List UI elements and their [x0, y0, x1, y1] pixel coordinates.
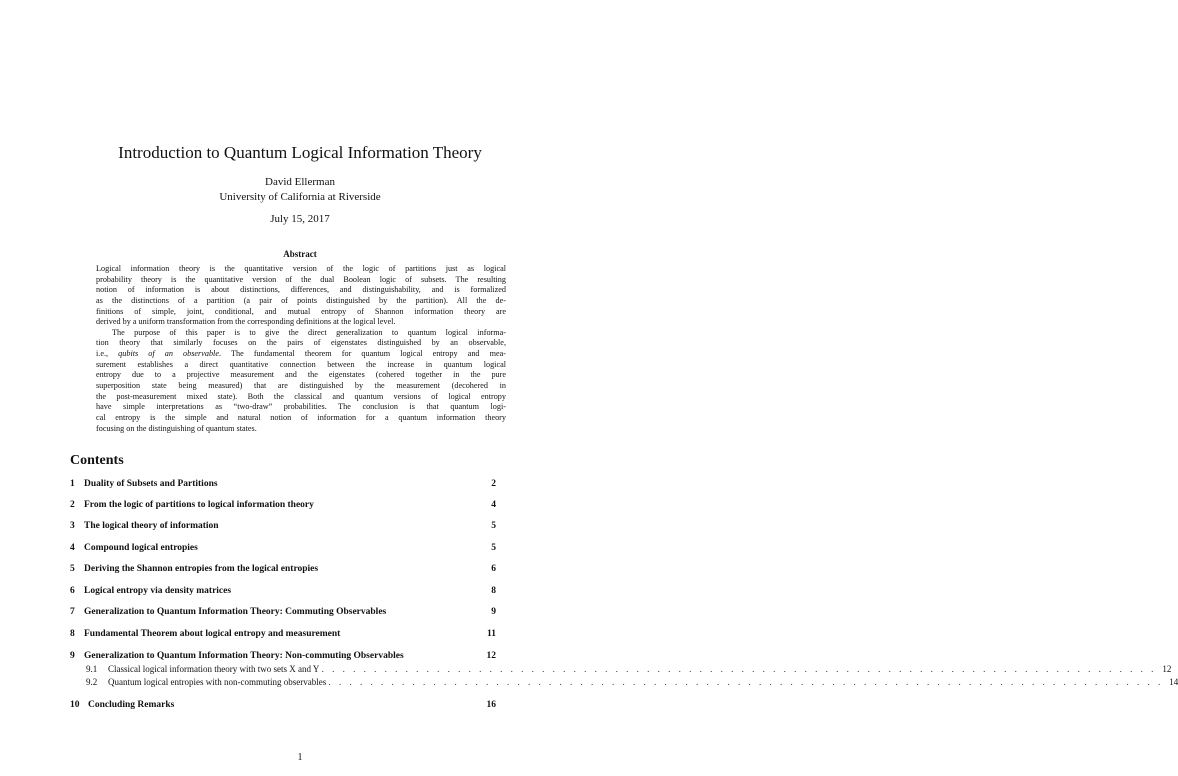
abstract-line: probability theory is the quantitative version of the dual Boolean logic of subsets. The resulting	[96, 274, 506, 284]
toc-entry[interactable]	[70, 521, 496, 532]
toc-page: 9	[491, 607, 496, 617]
toc-number: 9	[70, 651, 75, 661]
toc-page: 5	[491, 543, 496, 553]
toc-number: 9.1	[86, 664, 98, 674]
abstract-italic: qubits of an observable	[118, 349, 219, 359]
toc-page: 11	[487, 629, 496, 639]
abstract-line: have simple interpretations as “two-draw” probabilities. The conclusion is that quantum logi-	[96, 402, 506, 412]
toc-title: Quantum logical entropies with non-commuting observables	[108, 677, 329, 687]
page-number: 1	[297, 752, 303, 763]
abstract-line: entropy due to a projective measurement and the eigenstates (cohered together in the pure	[96, 370, 506, 380]
toc-entry[interactable]	[70, 543, 496, 554]
toc-number: 8	[70, 629, 75, 639]
toc-page: 5	[491, 521, 496, 531]
author-name: David Ellerman	[265, 176, 335, 188]
abstract-line: The purpose of this paper is to give the direct generalization to quantum logical informa-	[112, 327, 506, 337]
toc-page: 12	[486, 651, 496, 661]
abstract-line: tion theory that similarly focuses on the pairs of eigenstates distinguished by an observable,	[96, 338, 506, 348]
toc-number: 9.2	[86, 677, 98, 687]
toc-title: Duality of Subsets and Partitions	[84, 479, 218, 489]
abstract-line: as the distinctions of a partition (a pair of points distinguished by the partition). All the de-	[96, 295, 506, 305]
abstract-line: finitions of simple, joint, conditional, and mutual entropy of Shannon information theory are	[96, 306, 506, 316]
toc-page: 14	[1169, 677, 1178, 687]
toc-page: 2	[491, 479, 496, 489]
toc-title: Classical logical information theory with two sets X and Y	[108, 664, 322, 674]
toc-entry[interactable]	[70, 586, 496, 597]
toc-title: The logical theory of information	[84, 521, 219, 531]
abstract-body	[96, 264, 506, 434]
toc-leader: . . . . . . . . . . . . . . . . . . . . . . . . . . . . . . . . . . . . . . . . . . . . . . . . . . . . . . . . . . . . . . . . . . . . . . . . . . . . . . . .	[321, 664, 1157, 674]
toc-entry[interactable]	[70, 479, 496, 490]
toc-number: 5	[70, 564, 75, 574]
abstract-line: Logical information theory is the quantitative version of the logic of partitions just as logical	[96, 264, 506, 273]
toc-entry[interactable]	[86, 677, 1178, 688]
abstract-line: notion of information is about distinctions, differences, and distinguishability, and is formalized	[96, 285, 506, 295]
toc-title: Fundamental Theorem about logical entropy and measurement	[84, 629, 341, 639]
toc-title: Generalization to Quantum Information Theory: Non-commuting Observables	[84, 651, 404, 661]
toc-title: From the logic of partitions to logical information theory	[84, 500, 314, 510]
toc-number: 10	[70, 700, 80, 710]
toc-number: 7	[70, 607, 75, 617]
paper-date: July 15, 2017	[270, 213, 330, 225]
toc-title: Deriving the Shannon entropies from the logical entropies	[84, 564, 319, 574]
toc-page: 6	[491, 564, 496, 574]
abstract-line: the post-measurement mixed state). Both the classical and quantum versions of logical entropy	[96, 391, 506, 401]
abstract-line: derived by a uniform transformation from the corresponding definitions at the logical level.	[96, 317, 396, 327]
toc-page: 16	[486, 700, 496, 710]
abstract-line: focusing on the distinguishing of quantum states.	[96, 423, 257, 433]
toc-entry[interactable]	[70, 629, 496, 640]
toc-title: Concluding Remarks	[88, 700, 175, 710]
toc-entry[interactable]	[70, 607, 496, 618]
toc-number: 6	[70, 586, 75, 596]
toc-entry[interactable]	[70, 500, 496, 511]
toc-entry[interactable]	[70, 700, 496, 711]
abstract-line: surement establishes a direct quantitative connection between the increase in quantum logical	[96, 359, 506, 369]
author-affiliation: University of California at Riverside	[219, 191, 381, 203]
abstract-line: superposition state being measured) that are distinguished by the measurement (decohered in	[96, 381, 506, 391]
toc-title: Logical entropy via density matrices	[84, 586, 232, 596]
toc-number: 1	[70, 479, 75, 489]
toc-entry[interactable]	[70, 564, 496, 575]
toc-entry[interactable]	[86, 664, 1172, 675]
abstract-line: i.e., qubits of an observable. The fundamental theorem for quantum logical entropy and mea-	[96, 349, 506, 359]
paper-title: Introduction to Quantum Logical Information Theory	[118, 143, 482, 162]
toc-number: 2	[70, 500, 75, 510]
toc-page: 4	[491, 500, 496, 510]
toc-entry[interactable]	[70, 651, 496, 662]
toc-title: Generalization to Quantum Information Theory: Commuting Observables	[84, 607, 387, 617]
abstract-line: cal entropy is the simple and natural notion of information for a quantum information theory	[96, 412, 506, 422]
contents-heading: Contents	[70, 453, 124, 468]
toc-page: 12	[1162, 664, 1172, 674]
toc-title: Compound logical entropies	[84, 543, 198, 553]
toc-number: 4	[70, 543, 75, 553]
author-block	[0, 175, 600, 205]
toc-leader: . . . . . . . . . . . . . . . . . . . . . . . . . . . . . . . . . . . . . . . . . . . . . . . . . . . . . . . . . . . . . . . . . . . . . . . . . . . . . . . .	[328, 677, 1164, 687]
abstract-heading: Abstract	[283, 249, 317, 259]
toc-page: 8	[491, 586, 496, 596]
toc-number: 3	[70, 521, 75, 531]
